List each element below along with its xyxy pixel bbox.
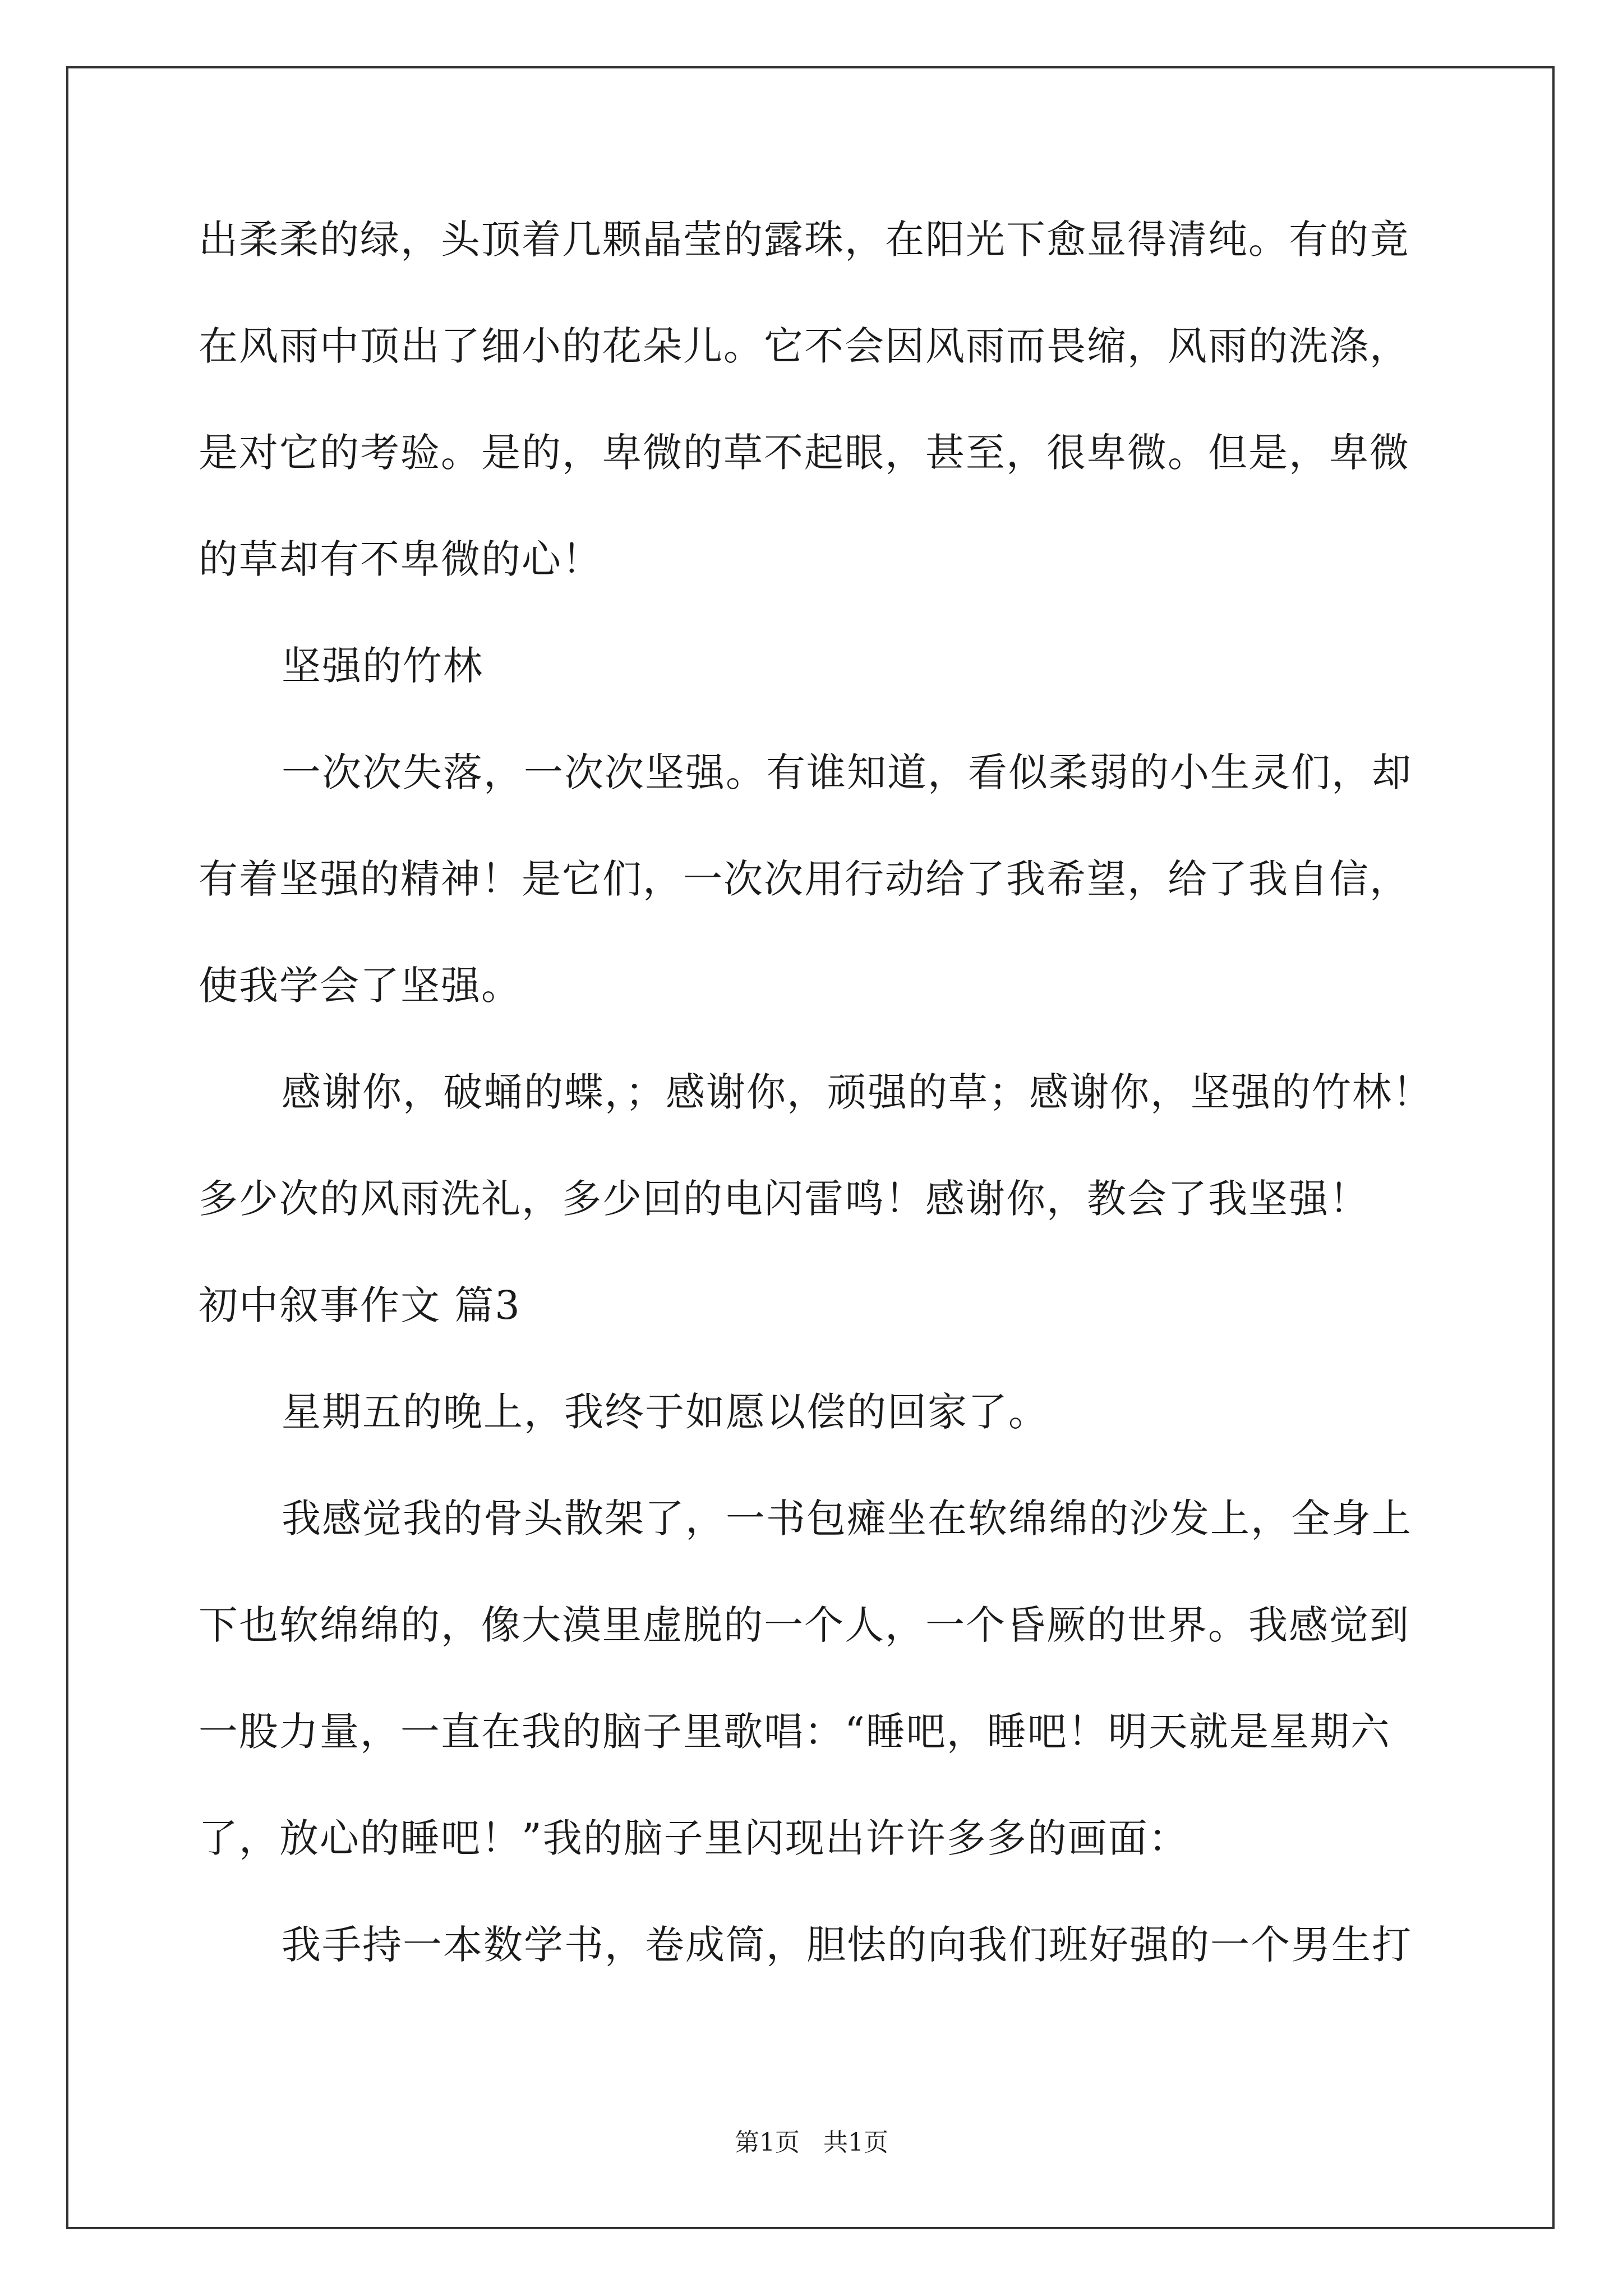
- text-line: 出柔柔的绿，头顶着几颗晶莹的露珠，在阳光下愈显得清纯。有的竟: [199, 217, 1410, 263]
- text-line: 是对它的考验。是的，卑微的草不起眼，甚至，很卑微。但是，卑微: [199, 430, 1410, 476]
- text-line: 一次次失落，一次次坚强。有谁知道，看似柔弱的小生灵们，却: [282, 749, 1412, 795]
- text-line: 有着坚强的精神！是它们，一次次用行动给了我希望，给了我自信，: [199, 856, 1410, 902]
- text-line: 下也软绵绵的，像大漠里虚脱的一个人，一个昏厥的世界。我感觉到: [199, 1602, 1410, 1648]
- section-heading: 坚强的竹林: [282, 643, 483, 689]
- text-line: 多少次的风雨洗礼，多少回的电闪雷鸣！感谢你，教会了我坚强！: [199, 1176, 1370, 1222]
- text-line: 我手持一本数学书，卷成筒，胆怯的向我们班好强的一个男生打: [282, 1922, 1412, 1968]
- text-line: 使我学会了坚强。: [199, 963, 522, 1009]
- text-line: 星期五的晚上，我终于如愿以偿的回家了。: [282, 1389, 1049, 1435]
- text-line: 一股力量，一直在我的脑子里歌唱：“睡吧，睡吧！明天就是星期六: [199, 1709, 1391, 1755]
- page-border: [66, 66, 1555, 2229]
- page-total: 共1页: [823, 2128, 888, 2157]
- text-line: 了，放心的睡吧！”我的脑子里闪现出许许多多的画面：: [199, 1815, 1189, 1861]
- page-number: 第1页: [735, 2128, 800, 2157]
- page-footer: [0, 2126, 1623, 2160]
- text-line: 的草却有不卑微的心！: [199, 536, 602, 582]
- article-title: 初中叙事作文 篇3: [199, 1282, 521, 1328]
- text-line: 在风雨中顶出了细小的花朵儿。它不会因风雨而畏缩，风雨的洗涤，: [199, 323, 1410, 369]
- text-line: 感谢你，破蛹的蝶，；感谢你，顽强的草；感谢你，坚强的竹林！: [282, 1069, 1433, 1115]
- text-line: 我感觉我的骨头散架了，一书包瘫坐在软绵绵的沙发上，全身上: [282, 1496, 1412, 1542]
